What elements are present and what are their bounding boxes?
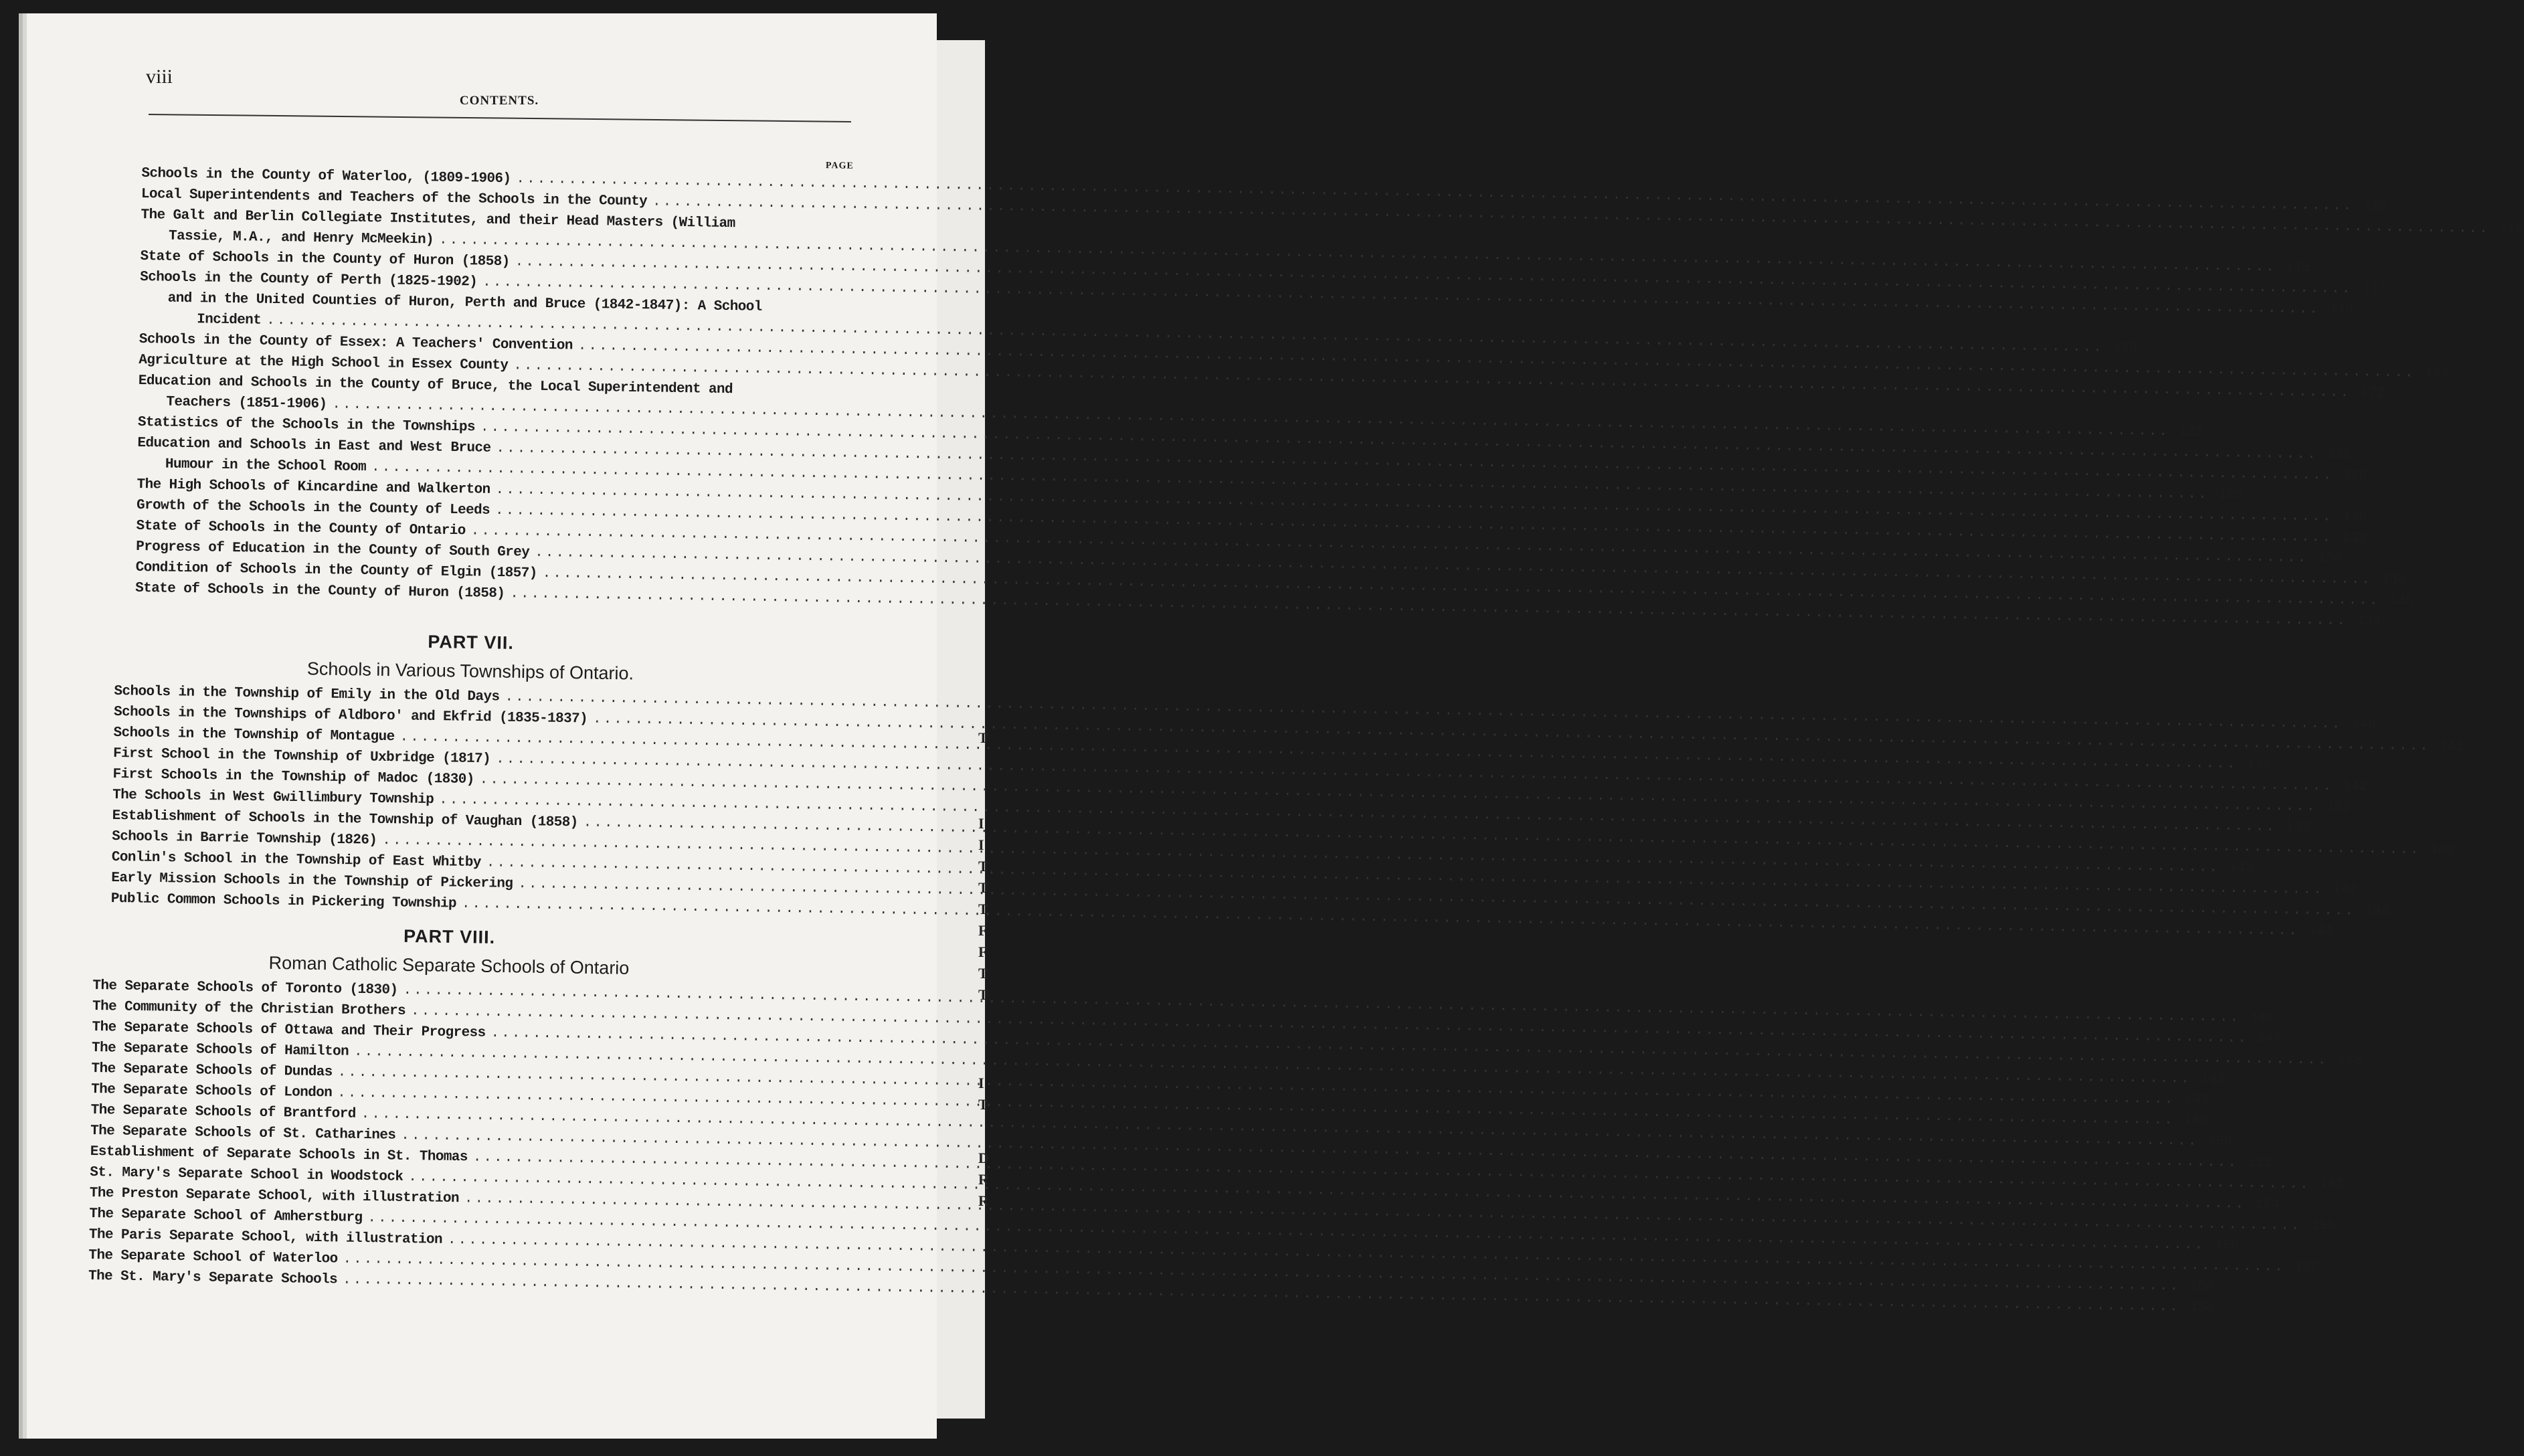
facing-page-letter: F — [978, 922, 988, 939]
entry-title: Schools in the Township of Montague — [113, 725, 395, 745]
entry-page-number: 122 — [2359, 385, 2385, 401]
entry-page-number: 145 — [2249, 1010, 2274, 1026]
entry-title: Early Mission Schools in the Township of Pickering — [111, 870, 513, 892]
entry-page-number: 142 — [2246, 757, 2271, 773]
entry-page-number: 142 — [2342, 779, 2367, 795]
entry-title: The Separate School of Amherstburg — [89, 1206, 363, 1226]
part-subheading: Roman Catholic Separate Schools of Ontario — [268, 952, 630, 978]
entry-title: Statistics of the Schools in the Townships — [137, 414, 476, 436]
entry-page-number: 117 — [2361, 282, 2386, 298]
entry-page-number: 135 — [2389, 593, 2414, 610]
facing-page-letter: T — [978, 729, 988, 746]
entry-title: Growth of the Schools in the County of Leeds — [136, 497, 490, 519]
facing-page-letter: T — [978, 879, 988, 896]
entry-page-number: 129 — [2218, 487, 2242, 503]
contents-section-1 — [135, 149, 2523, 630]
entry-title: State of Schools in the County of Ontario — [136, 518, 466, 539]
entry-title: Progress of Education in the County of South Grey — [135, 539, 530, 561]
entry-page-number: 138 — [2356, 614, 2381, 630]
entry-page-number: 148 — [2337, 1053, 2362, 1069]
page-number: viii — [146, 66, 173, 88]
entry-page-number: 144 — [2364, 903, 2390, 920]
entry-list — [135, 163, 2523, 630]
entry-page-number: 158 — [2189, 1299, 2214, 1316]
entry-title-line: The Galt and Berlin Collegiate Institutes, and their Head Masters (William — [141, 207, 735, 232]
part-subheading: Schools in Various Townships of Ontario. — [306, 658, 634, 684]
entry-title: Local Superintendents and Teachers of the Schools in the County — [141, 186, 648, 210]
facing-page-letter: T — [978, 1096, 988, 1113]
entry-page-number: 143 — [2430, 842, 2454, 858]
entry-title: St. Mary's Separate School in Woodstock — [90, 1164, 403, 1185]
entry-page-number: 130 — [2342, 509, 2367, 526]
facing-page-letter: D — [978, 1150, 989, 1166]
part-heading: PART VIII. — [403, 925, 496, 947]
entry-title: The Preston Separate School, with illustration — [89, 1185, 460, 1207]
facing-page-letter: I — [978, 1075, 984, 1091]
entry-title: Agriculture at the High School in Essex County — [139, 352, 509, 374]
entry-page-number: 142 — [2326, 800, 2351, 816]
entry-title: The St. Mary's Separate Schools — [88, 1268, 338, 1288]
entry-list — [88, 976, 2362, 1316]
entry-page-number: 153 — [2319, 1177, 2344, 1193]
entry-title: The Separate School of Waterloo — [88, 1247, 338, 1267]
entry-title: State of Schools in the County of Huron (1858) — [135, 580, 505, 602]
facing-page-letter: I — [978, 815, 984, 832]
entry-page-number: 133 — [2341, 530, 2366, 547]
facing-page-letter: R — [978, 1171, 989, 1188]
entry-page-number: 144 — [2308, 923, 2333, 940]
entry-title: Condition of Schools in the County of Elgin (1857) — [135, 559, 537, 581]
facing-page-letter: T — [978, 965, 988, 982]
entry-title: Establishment of Schools in the Township of Vaughan (1858) — [112, 808, 578, 831]
entry-page-number: 157 — [2294, 1259, 2319, 1276]
entry-page-number: 154 — [2254, 1196, 2280, 1213]
entry-page-number: 141 — [2439, 739, 2464, 755]
entry-title: The Paris Separate School, with illustration — [88, 1226, 443, 1248]
entry-page-number: 140 — [2351, 717, 2376, 733]
entry-page-number: 115 — [2285, 260, 2310, 276]
entry-title: The Separate Schools of Hamilton — [91, 1040, 349, 1060]
entry-title: Public Common Schools in Pickering Township — [110, 891, 457, 912]
entry-title: First Schools in the Township of Madoc (1830) — [112, 766, 474, 788]
entry-page-number: 143 — [2285, 820, 2311, 836]
entry-page-number: 150 — [2207, 1133, 2232, 1150]
entry-title: The Separate Schools of Toronto (1830) — [92, 978, 398, 998]
entry-page-number: 134 — [2317, 551, 2342, 567]
part-heading: PART VII. — [428, 631, 515, 653]
entry-title: Schools in the County of Perth (1825-1902) — [139, 269, 478, 290]
entry-page-number: 152 — [2247, 1155, 2272, 1172]
entry-title: Schools in the County of Waterloo, (1809-1906) — [141, 165, 511, 187]
entry-title: First School in the Township of Uxbridge (1817) — [112, 745, 491, 767]
entry-page-number: 149 — [2184, 1092, 2209, 1108]
facing-page-letter: I — [978, 836, 984, 853]
entry-page-number: 144 — [2333, 883, 2357, 899]
entry-title: The High Schools of Kincardine and Walkerton — [137, 476, 490, 498]
entry-title: State of Schools in the County of Huron (1858) — [140, 248, 510, 270]
entry-title: The Separate Schools of Dundas — [91, 1061, 333, 1081]
entry-title: Education and Schools in East and West Bruce — [137, 435, 491, 456]
page-column-label: PAGE — [825, 161, 854, 171]
entry-page-number: 128 — [2342, 468, 2367, 484]
entry-page-number: 119 — [2329, 302, 2354, 318]
running-head: CONTENTS. — [459, 94, 539, 108]
entry-title: Conlin's School in the Township of East Whitby — [111, 849, 482, 871]
entry-title: Schools in the Townships of Aldboro' and Ekfrid (1835-1837) — [113, 704, 588, 727]
entry-title: Humour in the School Room — [165, 456, 367, 476]
facing-page-letter: F — [978, 943, 988, 960]
entry-page-number: 134 — [2381, 572, 2406, 589]
entry-page-number: 120 — [2112, 340, 2138, 357]
entry-page-number: 113 — [2362, 199, 2387, 215]
entry-page-number: 116 — [2499, 221, 2523, 238]
entry-title: The Separate Schools of St. Catharines — [90, 1123, 396, 1144]
entry-title: Schools in Barrie Township (1826) — [112, 828, 377, 848]
entry-page-number: 122 — [2424, 365, 2449, 382]
facing-page-letter: T — [978, 858, 988, 875]
entry-title: Tassie, M.A., and Henry McMeekin) — [168, 228, 434, 248]
entry-title: Schools in the Township of Emily in the Old Days — [114, 683, 500, 705]
entry-title: The Schools in West Gwillimbury Township — [112, 787, 434, 808]
entry-page-number: 126 — [2327, 447, 2351, 464]
entry-title: The Separate Schools of Ottawa and Their Progress — [92, 1019, 486, 1041]
entry-title: Incident — [197, 312, 262, 329]
entry-page-number: 150 — [2183, 1113, 2209, 1129]
entry-page-number: 149 — [2200, 1071, 2225, 1088]
facing-page-letter: R — [978, 1192, 989, 1209]
entry-page-number: 156 — [2214, 1238, 2239, 1254]
entry-title: The Community of the Christian Brothers — [92, 998, 406, 1019]
facing-page-letter: T — [978, 986, 988, 1003]
entry-page-number: 143 — [2228, 860, 2254, 877]
entry-page-number: 147 — [2257, 1030, 2282, 1047]
entry-title-line: and in the United Counties of Huron, Perth and Bruce (1842-1847): A School — [167, 290, 762, 315]
entry-title: Teachers (1851-1906) — [166, 394, 327, 413]
entry-title: The Separate Schools of Brantford — [90, 1102, 356, 1122]
entry-title: The Separate Schools of London — [90, 1081, 333, 1101]
entry-title: Establishment of Separate Schools in St. Thomas — [90, 1144, 468, 1166]
entry-page-number: 155 — [2311, 1218, 2335, 1235]
facing-page-letter: T — [978, 901, 988, 917]
entry-title-line: Education and Schools in the County of Bruce, the Local Superintendent and — [138, 373, 733, 398]
entry-title: Schools in the County of Essex: A Teachers' Convention — [139, 331, 573, 354]
entry-page-number: 158 — [2189, 1279, 2214, 1295]
entry-page-number: 123 — [2178, 424, 2203, 440]
